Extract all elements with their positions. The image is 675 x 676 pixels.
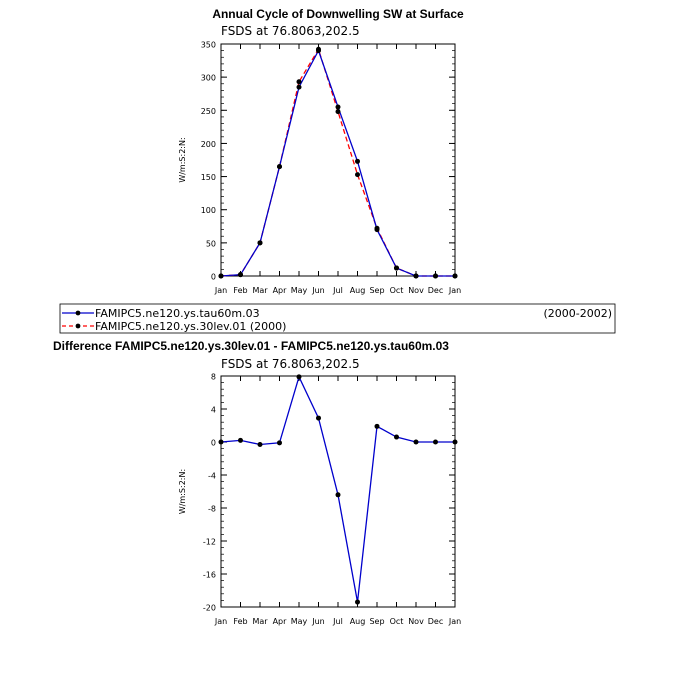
chart1-xtick-label: Jun: [312, 286, 325, 295]
legend-marker-2: [76, 324, 81, 329]
chart2-series-line-0: [221, 377, 455, 602]
chart1-point: [297, 85, 302, 90]
chart2-frame: [221, 376, 455, 607]
chart1-ytick-label: 350: [200, 40, 216, 50]
chart1-xtick-label: Dec: [427, 286, 444, 295]
legend-label-2: FAMIPC5.ne120.ys.30lev.01 (2000): [95, 320, 287, 333]
chart2-xtick-label: Jun: [312, 617, 325, 626]
chart1-xtick-label: Feb: [233, 286, 248, 295]
chart1-point: [219, 274, 224, 279]
legend-marker-1: [76, 311, 81, 316]
chart1-xtick-label: Aug: [349, 286, 366, 295]
chart2-ylabel: W/m:S:2:N:: [178, 468, 187, 515]
chart1-point: [394, 266, 399, 271]
chart2-point: [355, 600, 360, 605]
chart2-subtitle: FSDS at 76.8063,202.5: [221, 357, 360, 371]
chart1-series-line-1: [221, 49, 455, 276]
chart2-ytick-label: -20: [202, 603, 216, 613]
chart1-point: [238, 272, 243, 277]
chart1-xtick-label: Oct: [389, 286, 404, 295]
chart2-point: [277, 440, 282, 445]
chart2-xtick-label: Jan: [214, 617, 228, 626]
chart2-title: Difference FAMIPC5.ne120.ys.30lev.01 - FAMIPC5.ne120.ys.tau60m.03: [53, 339, 449, 353]
chart2-point: [219, 440, 224, 445]
chart1-point: [355, 172, 360, 177]
chart2-xtick-label: Jul: [333, 617, 343, 626]
chart1-point: [277, 164, 282, 169]
chart1-title: Annual Cycle of Downwelling SW at Surface: [212, 7, 464, 21]
chart1-point: [375, 226, 380, 231]
chart1-xtick-label: Nov: [408, 286, 424, 295]
chart2-ytick-label: -8: [208, 504, 216, 514]
chart1-point: [297, 79, 302, 84]
chart2-ytick-label: 0: [210, 438, 216, 448]
chart2-point: [258, 442, 263, 447]
chart2-point: [316, 416, 321, 421]
chart1-point: [433, 274, 438, 279]
chart1-xtick-label: Jan: [448, 286, 462, 295]
chart1-frame: [221, 44, 455, 276]
chart2-xtick-label: Nov: [408, 617, 424, 626]
chart2-point: [336, 492, 341, 497]
chart2-plot: [178, 373, 461, 627]
chart1-point: [453, 274, 458, 279]
chart1-point: [355, 159, 360, 164]
chart2-xtick-label: Feb: [233, 617, 248, 626]
chart1-ytick-label: 100: [200, 206, 216, 216]
legend-label-1: FAMIPC5.ne120.ys.tau60m.03: [95, 307, 260, 320]
chart1-ytick-label: 200: [200, 139, 216, 149]
chart2-point: [433, 440, 438, 445]
chart2-xtick-label: Sep: [369, 617, 385, 626]
chart1-point: [336, 104, 341, 109]
chart2-ytick-label: 8: [210, 372, 216, 382]
chart1-subtitle: FSDS at 76.8063,202.5: [221, 24, 360, 38]
chart1-xtick-label: Jan: [214, 286, 228, 295]
chart1-xtick-label: May: [290, 286, 308, 295]
chart2-ytick-label: -16: [202, 570, 216, 580]
chart2-xtick-label: Dec: [427, 617, 444, 626]
chart1-ytick-label: 50: [205, 239, 216, 249]
chart1-ytick-label: 300: [200, 73, 216, 83]
chart2-ytick-label: 4: [210, 405, 216, 415]
chart1-plot: [178, 41, 461, 296]
chart1-point: [336, 109, 341, 114]
chart1-ylabel: W/m:S:2:N:: [178, 137, 187, 183]
chart1-series-line-0: [221, 51, 455, 276]
chart2-xtick-label: May: [290, 617, 308, 626]
chart1-ytick-label: 250: [200, 106, 216, 116]
legend-period: (2000-2002): [543, 307, 612, 320]
chart2-point: [297, 374, 302, 379]
chart1-xtick-label: Mar: [252, 286, 268, 295]
chart2-point: [453, 440, 458, 445]
chart1-point: [414, 274, 419, 279]
legend: [60, 304, 615, 333]
chart2-ytick-label: -4: [208, 471, 216, 481]
chart1-xtick-label: Jul: [333, 286, 343, 295]
chart1-point: [316, 47, 321, 52]
chart1-ytick-label: 0: [210, 272, 216, 282]
chart2-point: [375, 424, 380, 429]
chart1-xtick-label: Apr: [272, 286, 287, 295]
chart1-xtick-label: Sep: [369, 286, 385, 295]
chart2-xtick-label: Aug: [349, 617, 366, 626]
chart2-point: [238, 438, 243, 443]
chart2-point: [414, 440, 419, 445]
chart1-point: [258, 240, 263, 245]
chart1-ytick-label: 150: [200, 173, 216, 183]
chart2-xtick-label: Apr: [272, 617, 287, 626]
chart2-ytick-label: -12: [202, 537, 216, 547]
chart2-xtick-label: Mar: [252, 617, 268, 626]
chart2-xtick-label: Oct: [389, 617, 404, 626]
chart2-xtick-label: Jan: [448, 617, 462, 626]
chart2-point: [394, 435, 399, 440]
